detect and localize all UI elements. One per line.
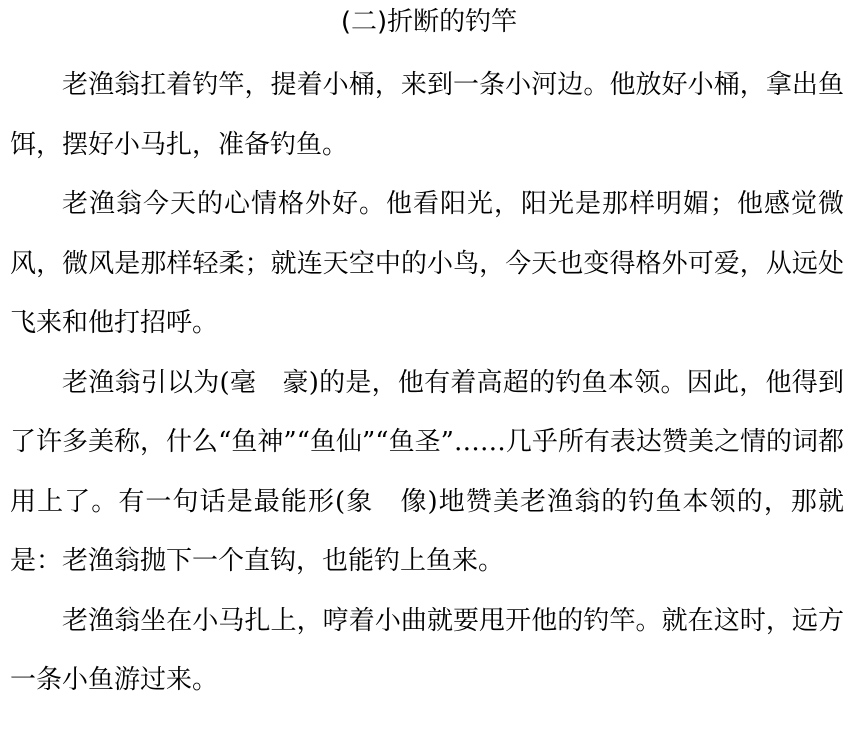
paragraph-4: 老渔翁坐在小马扎上，哼着小曲就要甩开他的钓竿。就在这时，远方一条小鱼游过来。 — [10, 605, 844, 695]
paragraph-1: 老渔翁扛着钓竿，提着小桶，来到一条小河边。他放好小桶，拿出鱼饵，摆好小马扎，准备钓鱼。 — [10, 70, 844, 160]
paragraph-2: 老渔翁今天的心情格外好。他看阳光，阳光是那样明媚；他感觉微风，微风是那样轻柔；就连天空中的小鸟，今天也变得格外可爱，从远处飞来和他打招呼。 — [10, 189, 844, 338]
document-body — [10, 56, 844, 711]
paragraph-3: 老渔翁引以为(毫 豪)的是，他有着高超的钓鱼本领。因此，他得到了许多美称，什么“鱼神”“鱼仙”“鱼圣”……几乎所有表达赞美之情的词都用上了。有一句话是最能形(象 像)地赞美老渔翁的钓鱼本领的，那就是：老渔翁抛下一个直钩，也能钓上鱼来。 — [10, 367, 844, 576]
document-title: (二)折断的钓竿 — [340, 7, 518, 37]
